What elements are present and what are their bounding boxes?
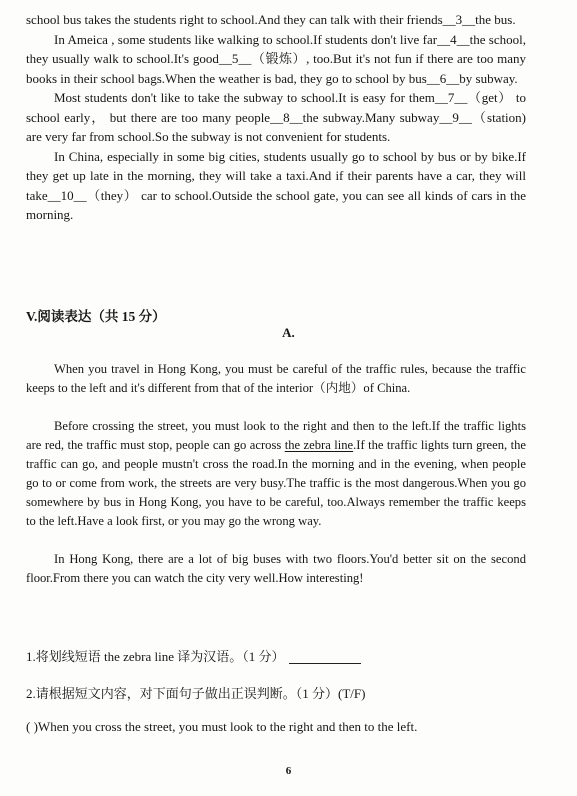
reading-passage-a [26,360,526,588]
question-2: 2.请根据短文内容，对下面句子做出正误判断。（1 分）(T/F) [26,686,366,701]
passage-a-paragraph-3: In Hong Kong, there are a lot of big buses with two floors.You'd better sit on the second floor.From there you can watch the city very well.How interesting! [26,552,526,585]
page-number: 6 [285,765,292,777]
passage-label: A. [282,325,295,340]
passage-a-paragraph-1: When you travel in Hong Kong, you must be careful of the traffic rules, because the traffic keeps to the left and it's different from that of the interior（内地）of China. [26,362,526,395]
passage-a-paragraph-2: Before crossing the street, you must look to the right and then to the left.If the traffic lights are red, the traffic must stop, people can go across the zebra line.If the traffic lights turn green, the traffic can go, and people mustn't cross the road.In the morning and in the evening, when people go to or come from work, the streets are very busy.The traffic is the most dangerous.When you go somewhere by bus in Hong Kong, you have to be careful, too.Always remember the traffic keeps to the left.Have a look first, or you may go the wrong way. [26,419,527,528]
cloze-paragraph-3: Most students don't like to take the subway to school.It is easy for them__7__（get） to school early， but there are too many people__8__the subway.Many subway__9__（station) are very far from school.So the subway is not convenient for students. [26,90,526,144]
question-2-item: ( )When you cross the street, you must look to the right and then to the left. [26,719,418,734]
cloze-paragraph-1: school bus takes the students right to school.And they can talk with their friends__3__the bus. [26,12,516,27]
answer-bracket[interactable]: ( ) [26,719,38,734]
cloze-paragraph-2: In Ameica , some students like walking to school.If students don't live far__4__the school, they usually walk to school.It's good__5__（锻炼）, too.But it's not fun if there are too many books in their school bags.When the weather is bad, they go to school by bus__6__by subway. [26,31,526,86]
cloze-paragraph-4: In China, especially in some big cities, students usually go to school by bus or by bike.If they get up late in the morning, they will take a taxi.And if their parents have a car, they will take__10__（they） car to school.Outside the school gate, you can see all kinds of cars in the morning. [26,148,526,222]
underlined-phrase: the zebra line [284,438,354,452]
section-heading: V.阅读表达（共 15 分） [26,309,166,324]
question-1: 1.将划线短语 the zebra line 译为汉语。（1 分） [26,646,546,665]
cloze-passage [26,10,526,225]
answer-blank[interactable] [289,653,361,664]
